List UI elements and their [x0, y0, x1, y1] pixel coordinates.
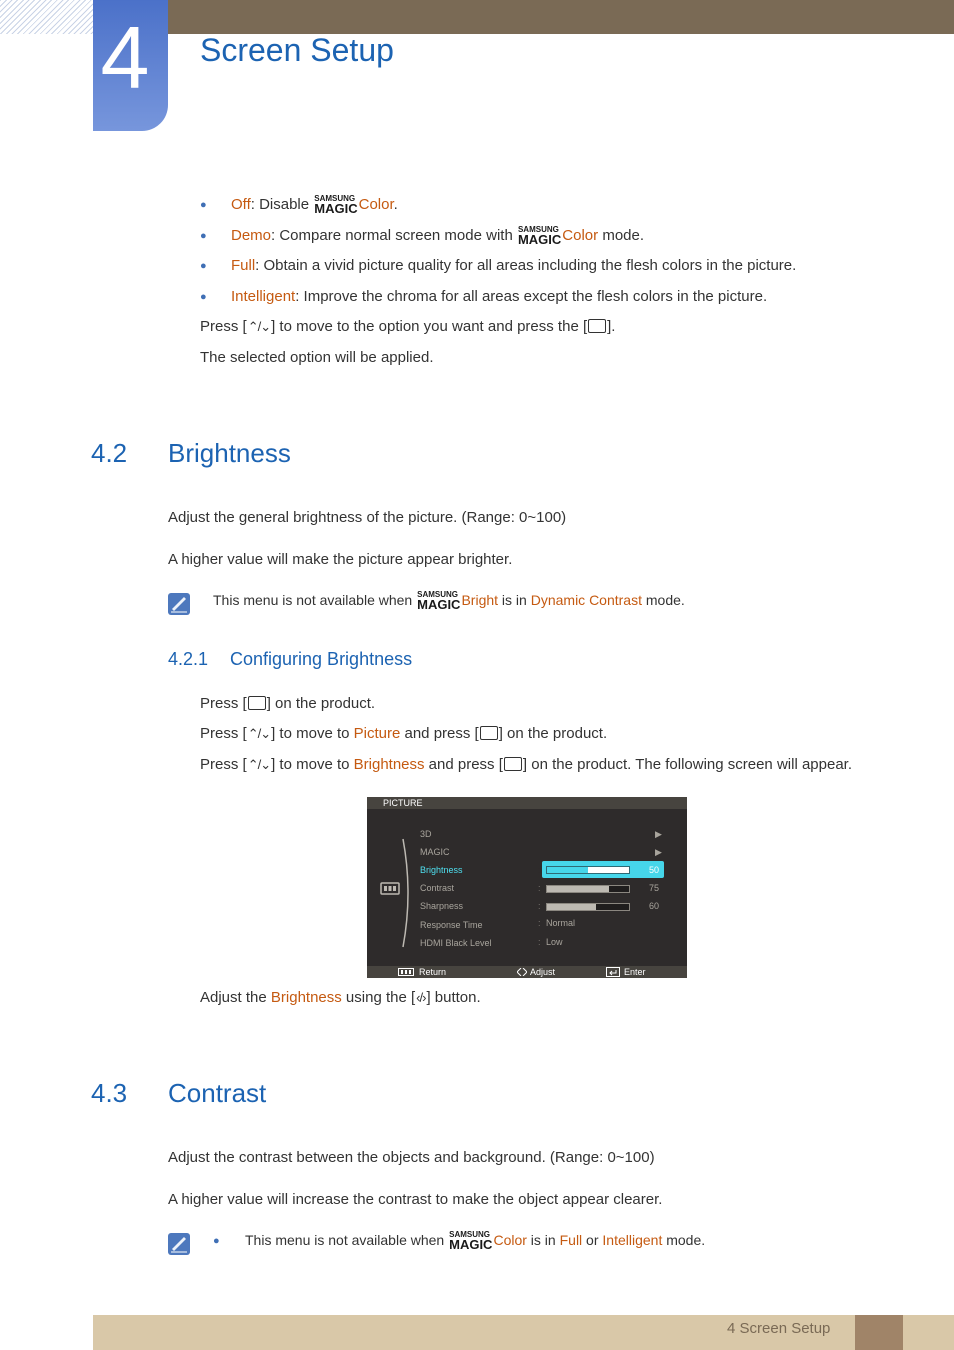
chapter-number: 4 [100, 8, 150, 107]
enter-button-icon [504, 757, 522, 771]
brightness-note: This menu is not available when SAMSUNG MAGIC Bright is in Dynamic Contrast mode. [213, 590, 685, 612]
brightness-desc-2: A higher value will make the picture appear brighter. [168, 551, 513, 568]
osd-brightness-value: 50 [649, 865, 660, 875]
instruction-press-option: Press [⌃/⌄] to move to the option you want and press the [ ]. [200, 318, 616, 335]
option-off: Off: Disable SAMSUNG MAGIC Color. [231, 194, 398, 216]
note-icon [168, 593, 190, 615]
header-hatch-pattern [0, 0, 93, 34]
osd-colon: : [538, 937, 541, 947]
option-full: Full: Obtain a vivid picture quality for all areas including the flesh colors in the picture. [231, 257, 797, 274]
osd-response-time-value: Normal [546, 918, 576, 928]
osd-sharpness-bar [546, 903, 630, 911]
step-move-picture: Press [⌃/⌄] to move to Picture and press [ ] on the product. [200, 725, 608, 742]
chevron-right-icon: ▶ [655, 847, 662, 857]
osd-header-label: PICTURE [383, 798, 423, 808]
osd-picture-icon [379, 837, 415, 949]
bullet-icon: ● [213, 1235, 220, 1247]
option-intelligent: Intelligent: Improve the chroma for all areas except the flesh colors in the picture. [231, 288, 768, 305]
option-applied-text: The selected option will be applied. [200, 349, 434, 366]
bullet-icon: ● [200, 230, 207, 242]
chevron-right-icon: ▶ [655, 829, 662, 839]
osd-colon: : [538, 918, 541, 928]
enter-icon [606, 967, 620, 977]
osd-contrast-bar [546, 885, 630, 893]
osd-colon: : [538, 901, 541, 911]
menu-button-icon [248, 696, 266, 710]
osd-hdmi-black-level-value: Low [546, 937, 563, 947]
option-demo: Demo: Compare normal screen mode with SAMSUNG MAGIC Color mode. [231, 225, 645, 247]
brightness-desc-1: Adjust the general brightness of the picture. (Range: 0~100) [168, 509, 567, 526]
subsection-number: 4.2.1 [168, 649, 209, 669]
step-press-menu: Press [ ] on the product. [200, 695, 376, 712]
osd-sharpness-value: 60 [649, 901, 660, 911]
osd-return-label: Return [419, 967, 447, 977]
up-down-arrows-icon: ⌃/⌄ [247, 726, 271, 741]
note-icon [168, 1233, 190, 1255]
osd-colon: : [538, 865, 541, 875]
samsung-magic-logo: SAMSUNG MAGIC [517, 225, 562, 247]
osd-item-brightness: Brightness [420, 865, 463, 875]
section-title-contrast: Contrast [168, 1078, 267, 1108]
osd-adjust-label: Adjust [530, 967, 556, 977]
step-move-brightness: Press [⌃/⌄] to move to Brightness and press [ ] on the product. The following screen will appear. [200, 756, 852, 773]
samsung-magic-logo: SAMSUNG MAGIC [417, 590, 461, 612]
osd-footer [367, 966, 687, 978]
up-down-arrows-icon: ⌃/⌄ [247, 319, 271, 334]
chapter-title: Screen Setup [200, 32, 394, 68]
bullet-icon: ● [200, 260, 207, 272]
contrast-desc-1: Adjust the contrast between the objects and background. (Range: 0~100) [168, 1149, 655, 1166]
left-right-arrows-icon [517, 968, 527, 976]
osd-enter-label: Enter [624, 967, 646, 977]
adjust-brightness-text: Adjust the Brightness using the [‹/›] button. [200, 989, 481, 1006]
section-title-brightness: Brightness [168, 438, 291, 468]
osd-item-response-time: Response Time [420, 920, 483, 930]
footer-page-tab [855, 1315, 903, 1350]
enter-button-icon [480, 726, 498, 740]
left-right-arrows-icon: ‹/› [416, 990, 426, 1005]
osd-contrast-value: 75 [649, 883, 660, 893]
osd-brightness-bar [546, 866, 630, 874]
osd-item-magic: MAGIC [420, 847, 450, 857]
up-down-arrows-icon: ⌃/⌄ [247, 757, 271, 772]
header-bar [168, 0, 954, 34]
osd-item-sharpness: Sharpness [420, 901, 464, 911]
osd-item-3d: 3D [420, 829, 432, 839]
enter-button-icon [588, 319, 606, 333]
samsung-magic-logo: SAMSUNG MAGIC [314, 194, 358, 216]
contrast-desc-2: A higher value will increase the contrast to make the object appear clearer. [168, 1191, 663, 1208]
samsung-magic-logo: SAMSUNG MAGIC [449, 1230, 493, 1252]
section-number: 4.2 [91, 438, 128, 468]
osd-colon: : [538, 883, 541, 893]
contrast-note: This menu is not available when SAMSUNG MAGIC Color is in Full or Intelligent mode. [245, 1230, 706, 1252]
osd-picture-menu [367, 797, 687, 978]
bullet-icon: ● [200, 291, 207, 303]
menu-button-icon [398, 968, 414, 976]
subsection-title-configuring-brightness: Configuring Brightness [230, 649, 413, 669]
osd-item-contrast: Contrast [420, 883, 455, 893]
section-number: 4.3 [91, 1078, 128, 1108]
bullet-icon: ● [200, 199, 207, 211]
footer-chapter-label: 4 Screen Setup [727, 1320, 831, 1337]
osd-item-hdmi-black-level: HDMI Black Level [420, 938, 492, 948]
